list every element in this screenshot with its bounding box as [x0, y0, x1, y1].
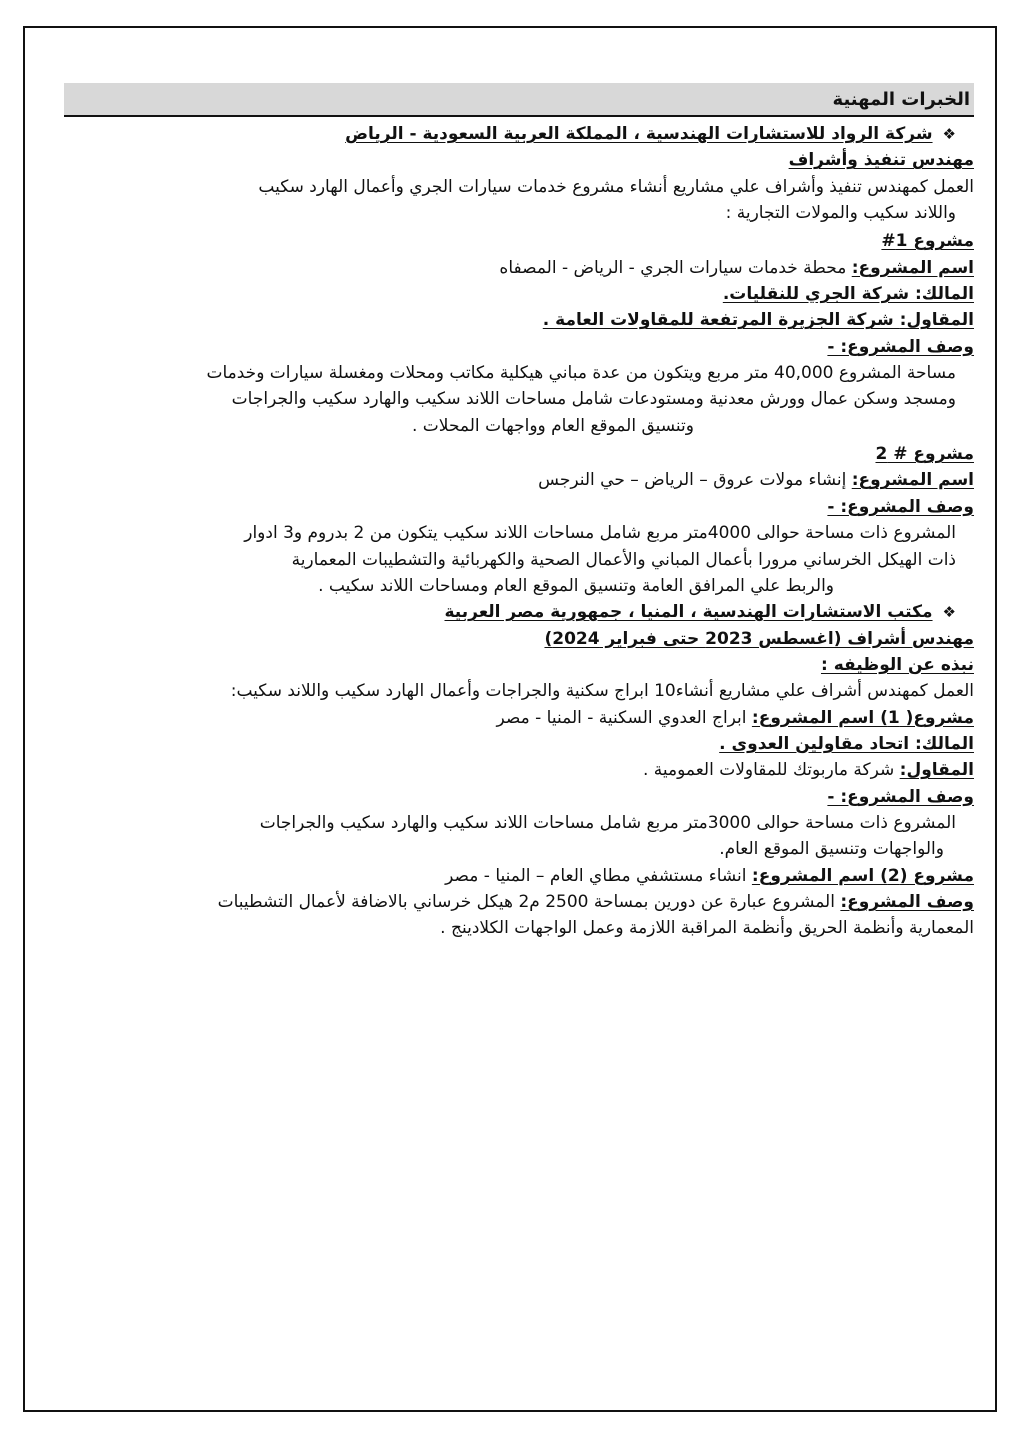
- project4-heading-label: مشروع (2) اسم المشروع:: [751, 865, 974, 886]
- company1-intro-line1: العمل كمهندس تنفيذ وأشراف علي مشاريع أنشاء مشروع خدمات سيارات الجري وأعمال الهارد سكيب: [258, 176, 974, 197]
- company2-about-label: نبذه عن الوظيفه :: [820, 654, 974, 675]
- diamond-bullet-icon: ❖: [942, 603, 956, 622]
- project1-name-label: اسم المشروع:: [851, 257, 974, 278]
- project3-name-row: [64, 705, 974, 731]
- project2-heading: مشروع # 2: [875, 444, 974, 465]
- project1-desc-line3: وتنسيق الموقع العام وواجهات المحلات .: [412, 415, 694, 436]
- project1-contractor-label: المقاول:: [899, 310, 974, 331]
- project1-heading: مشروع 1#: [881, 231, 974, 252]
- document-content: [64, 83, 974, 942]
- project2-desc-line2: ذات الهيكل الخرساني مرورا بأعمال المباني والأعمال الصحية والكهربائية والتشطيبات المعمارية: [291, 549, 956, 570]
- project1-owner-label: المالك:: [914, 284, 974, 305]
- project1-desc-line2: ومسجد وسكن عمال وورش معدنية ومستودعات شامل مساحات اللاند سكيب والهارد سكيب والجراجات: [231, 389, 956, 410]
- diamond-bullet-icon: ❖: [942, 125, 956, 143]
- project1-name-row: [64, 255, 974, 281]
- project4-desc-row: [64, 889, 974, 915]
- project3-owner-value: اتحاد مقاولين العدوى .: [719, 733, 915, 754]
- company1-intro-line2: واللاند سكيب والمولات التجارية :: [725, 203, 956, 224]
- project3-owner-label: المالك:: [914, 733, 974, 754]
- project3-contractor-value: شركة ماربوتك للمقاولات العمومية .: [642, 760, 900, 781]
- company1-role: مهندس تنفيذ وأشراف: [788, 150, 974, 171]
- project4-desc-line1: المشروع عبارة عن دورين بمساحة 2500 م2 هيكل خرساني بالاضافة لأعمال التشطيبات: [217, 891, 841, 912]
- project1-name-value: محطة خدمات سيارات الجري - الرياض - المصفاه: [499, 257, 852, 278]
- company2-name: مكتب الاستشارات الهندسية ، المنيا ، جمهورية مصر العربية: [444, 602, 933, 623]
- project1-contractor-value: شركة الجزيرة المرتفعة للمقاولات العامة .: [542, 310, 900, 331]
- company2-line: [64, 599, 974, 625]
- project3-contractor-row: [64, 757, 974, 783]
- project3-heading-label: مشروع( 1) اسم المشروع:: [751, 707, 974, 728]
- project4-name-value: انشاء مستشفي مطاي العام – المنيا - مصر: [445, 865, 752, 886]
- project1-desc-line1: مساحة المشروع 40,000 متر مربع ويتكون من عدة مباني هيكلية مكاتب ومحلات ومغسلة سيارات وخدمات: [206, 363, 956, 384]
- company1-line: [64, 121, 974, 147]
- project3-desc-label: وصف المشروع: -: [827, 786, 974, 807]
- project3-owner-row: [64, 731, 974, 757]
- project4-name-row: [64, 863, 974, 889]
- company2-intro: العمل كمهندس أشراف علي مشاريع أنشاء10 ابراج سكنية والجراجات وأعمال الهارد سكيب واللاند سكيب:: [230, 681, 974, 702]
- project3-desc-line2: والواجهات وتنسيق الموقع العام.: [719, 839, 944, 860]
- project1-owner-value: شركة الجري للنقليات.: [722, 284, 915, 305]
- project2-name-label: اسم المشروع:: [851, 470, 974, 491]
- project1-desc-label: وصف المشروع: -: [827, 336, 974, 357]
- project3-name-value: ابراج العدوي السكنية - المنيا - مصر: [496, 707, 752, 728]
- project1-owner-row: [64, 281, 974, 307]
- section-title: الخبرات المهنية: [832, 88, 970, 110]
- project2-desc-line3: والربط علي المرافق العامة وتنسيق الموقع العام ومساحات اللاند سكيب .: [318, 575, 834, 596]
- project3-contractor-label: المقاول:: [899, 760, 974, 781]
- section-header: [64, 83, 974, 117]
- company1-name: شركة الرواد للاستشارات الهندسية ، المملكة العربية السعودية - الرياض: [345, 124, 933, 144]
- project2-name-row: [64, 467, 974, 493]
- project1-contractor-row: [64, 307, 974, 333]
- project4-desc-line2: المعمارية وأنظمة الحريق وأنظمة المراقبة اللازمة وعمل الواجهات الكلادينج .: [440, 918, 974, 939]
- project2-name-value: إنشاء مولات عروق – الرياض – حي النرجس: [538, 470, 852, 491]
- project3-desc-line1: المشروع ذات مساحة حوالى 3000متر مربع شامل مساحات اللاند سكيب والهارد سكيب والجراجات: [259, 812, 956, 833]
- project4-desc-label: وصف المشروع:: [840, 891, 974, 912]
- project2-desc-label: وصف المشروع: -: [827, 496, 974, 517]
- company2-role: مهندس أشراف (اغسطس 2023 حتى فبراير 2024): [544, 628, 974, 649]
- project2-desc-line1: المشروع ذات مساحة حوالى 4000متر مربع شامل مساحات اللاند سكيب يتكون من 2 بدروم و3 ادوار: [244, 523, 956, 544]
